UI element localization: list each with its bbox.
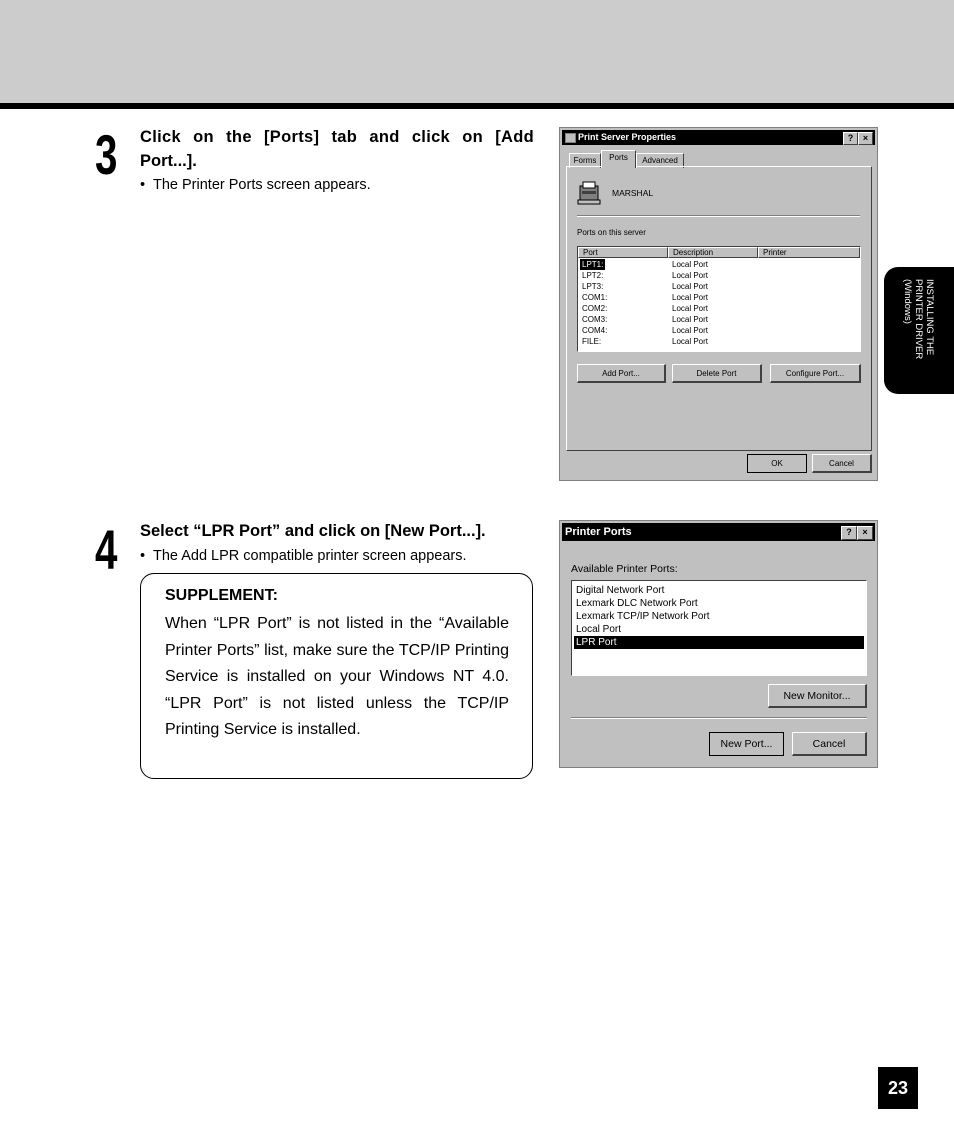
configure-port-button[interactable]: Configure Port... — [770, 364, 861, 383]
supplement-box — [140, 573, 533, 779]
list-item[interactable]: Lexmark TCP/IP Network Port — [576, 611, 710, 622]
table-row[interactable] — [578, 281, 858, 292]
add-port-button[interactable]: Add Port... — [577, 364, 666, 383]
delete-port-button[interactable]: Delete Port — [672, 364, 762, 383]
cancel-button[interactable]: Cancel — [792, 732, 867, 756]
close-button[interactable]: × — [857, 526, 873, 540]
step-3-title-line1: Click on the [Ports] tab and click on [Add — [140, 128, 534, 146]
step-3-number: 3 — [95, 123, 118, 186]
printer-icon — [565, 133, 576, 143]
dialog1-title: Print Server Properties — [578, 132, 677, 142]
row-description: Local Port — [672, 326, 709, 335]
tab-forms[interactable]: Forms — [569, 153, 601, 168]
step-4-bullet: • The Add LPR compatible printer screen appears. — [140, 548, 467, 564]
ports-label: Ports on this server — [577, 228, 646, 237]
page-number: 23 — [878, 1067, 918, 1109]
dialog2-titlebar — [562, 523, 875, 541]
tab-ports[interactable]: Ports — [601, 150, 636, 168]
dialog2-title: Printer Ports — [565, 526, 632, 538]
close-button[interactable]: × — [858, 132, 873, 145]
step-4-title: Select “LPR Port” and click on [New Port...]. — [140, 522, 486, 540]
table-row[interactable] — [578, 270, 858, 281]
separator — [571, 717, 867, 719]
row-description: Local Port — [672, 315, 709, 324]
step-3-bullet: • The Printer Ports screen appears. — [140, 177, 371, 193]
help-button[interactable]: ? — [843, 132, 858, 145]
chapter-side-tab-label-wrap — [902, 279, 942, 384]
dialog1-titlebar — [562, 130, 875, 145]
list-item[interactable]: Lexmark DLC Network Port — [576, 598, 698, 609]
row-port: COM3: — [582, 315, 608, 324]
server-name: MARSHAL — [612, 188, 654, 198]
print-server-properties-dialog — [559, 127, 878, 481]
ports-list[interactable] — [577, 246, 861, 352]
row-description: Local Port — [672, 282, 709, 291]
row-description: Local Port — [672, 293, 709, 302]
row-description: Local Port — [672, 304, 709, 313]
table-row[interactable] — [578, 292, 858, 303]
ok-button[interactable]: OK — [747, 454, 807, 473]
row-port: LPT3: — [582, 282, 604, 291]
server-icon — [577, 180, 603, 206]
table-row[interactable] — [578, 336, 858, 347]
row-port: LPT2: — [582, 271, 604, 280]
row-port: LPT1: — [582, 260, 604, 269]
row-port: COM2: — [582, 304, 608, 313]
new-port-button[interactable]: New Port... — [709, 732, 784, 756]
list-item-selected[interactable]: LPR Port — [574, 636, 864, 649]
separator — [577, 215, 860, 217]
step-3-bullet-text: The Printer Ports screen appears. — [153, 177, 371, 193]
chapter-side-tab-label: INSTALLING THE PRINTER DRIVER (Windows) — [902, 279, 935, 360]
col-port[interactable]: Port — [578, 247, 668, 258]
new-monitor-button[interactable]: New Monitor... — [768, 684, 867, 708]
header-rule — [0, 103, 954, 109]
table-row[interactable] — [578, 259, 858, 270]
printer-ports-dialog — [559, 520, 878, 768]
step-3-title-line2: Port...]. — [140, 152, 197, 170]
row-description: Local Port — [672, 337, 709, 346]
row-port: COM4: — [582, 326, 608, 335]
row-port: COM1: — [582, 293, 608, 302]
col-description[interactable]: Description — [668, 247, 758, 258]
help-button[interactable]: ? — [841, 526, 857, 540]
tab-advanced[interactable]: Advanced — [636, 153, 684, 168]
table-row[interactable] — [578, 303, 858, 314]
list-item[interactable]: Digital Network Port — [576, 585, 665, 596]
row-port: FILE: — [582, 337, 602, 346]
table-row[interactable] — [578, 325, 858, 336]
col-printer[interactable]: Printer — [758, 247, 860, 258]
list-item[interactable]: Local Port — [576, 624, 622, 635]
header-band — [0, 0, 954, 103]
table-row[interactable] — [578, 314, 858, 325]
supplement-body: When “LPR Port” is not listed in the “Available Printer Ports” list, make sure the TCP/IP Printing Service is installed on your Windows NT 4.0. “LPR Port” is not listed unless the TCP/IP Printing Service is installed. — [165, 615, 509, 738]
step-4-bullet-text: The Add LPR compatible printer screen appears. — [153, 548, 467, 564]
step-4-number: 4 — [95, 518, 118, 581]
supplement-title: SUPPLEMENT: — [165, 587, 278, 604]
row-description: Local Port — [672, 271, 709, 280]
cancel-button[interactable]: Cancel — [812, 454, 872, 473]
row-description: Local Port — [672, 260, 709, 269]
available-ports-label: Available Printer Ports: — [571, 563, 678, 575]
available-ports-list[interactable] — [571, 580, 867, 676]
